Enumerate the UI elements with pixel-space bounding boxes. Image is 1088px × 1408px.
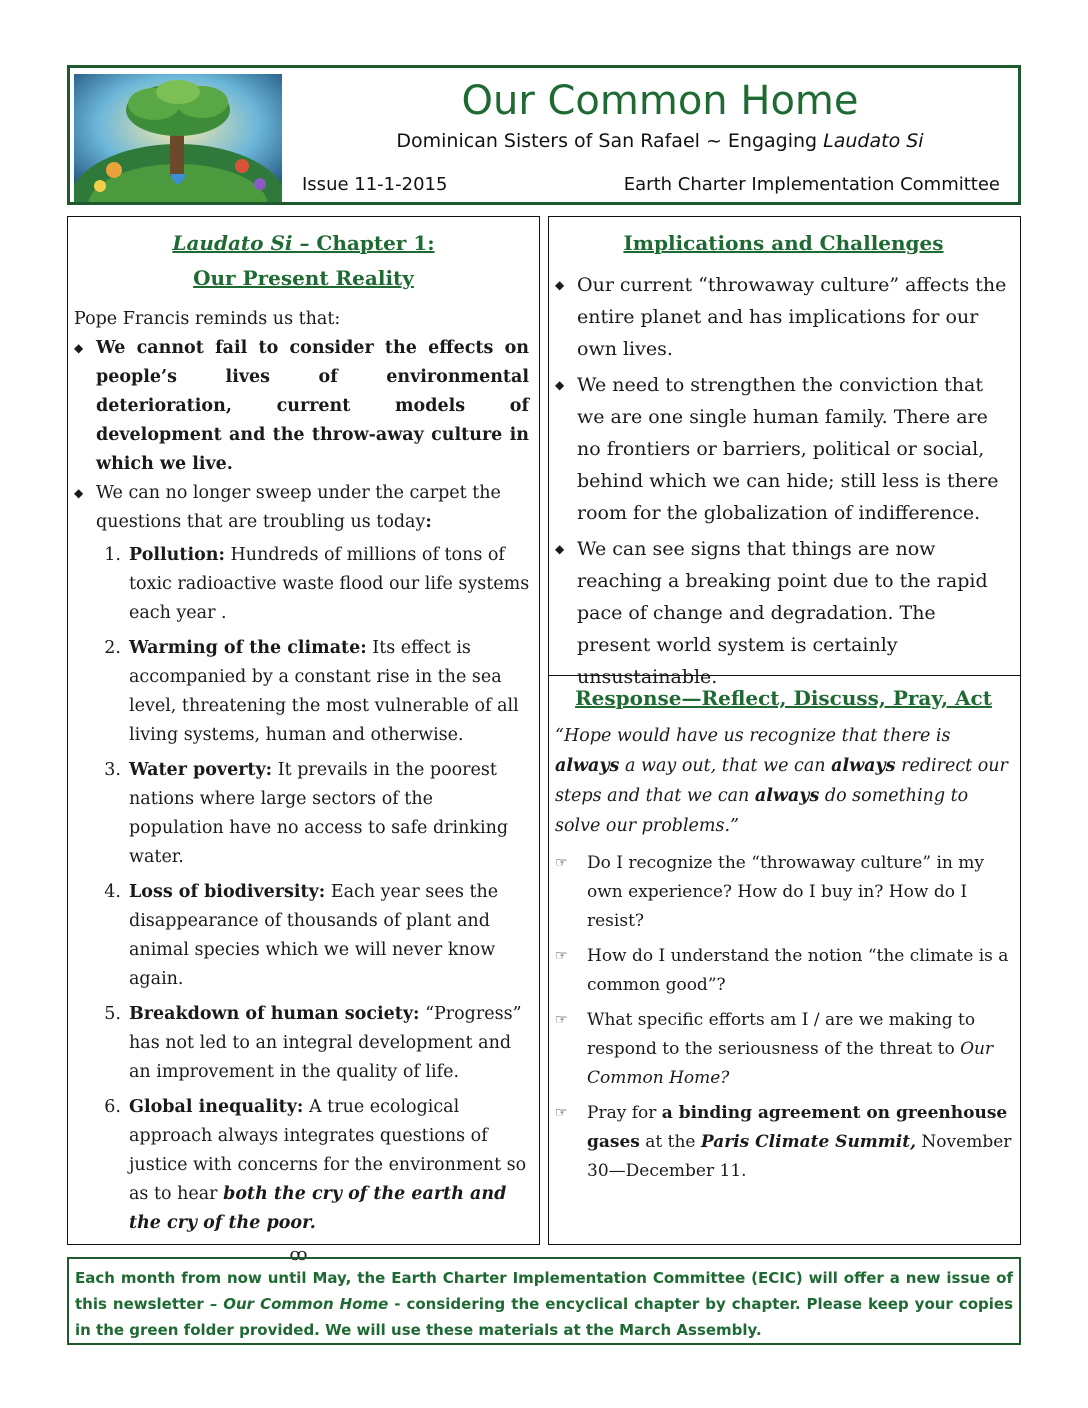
- diamond-icon: ◆: [74, 341, 84, 355]
- diamond-icon: ◆: [555, 278, 565, 292]
- diamond-icon: ◆: [74, 486, 84, 500]
- reflection-question: ☞ Pray for a binding agreement on greenhouse gases at the Paris Climate Summit, November 30—December 11.: [555, 1099, 1012, 1186]
- reflection-question: ☞ What specific efforts am I / are we making to respond to the seriousness of the threat to Our Common Home?: [555, 1006, 1012, 1093]
- reflection-question: ☞ Do I recognize the “throwaway culture” in my own experience? How do I buy in? How do I resist?: [555, 849, 1012, 936]
- issue-item: 6. Global inequality: A true ecological approach always integrates questions of justice with concerns for the environment so as to hear both the cry of the earth and the cry of the poor.: [104, 1097, 527, 1233]
- issue-item: 5. Breakdown of human society: “Progress” has not led to an integral development and an improvement in the quality of life.: [104, 1004, 522, 1082]
- issue-item: 3. Water poverty: It prevails in the poorest nations where large sectors of the population have no access to safe drinking water.: [104, 760, 509, 867]
- right-column: [548, 216, 1021, 1245]
- diamond-icon: ◆: [555, 542, 565, 556]
- pointing-hand-icon: ☞: [555, 1105, 568, 1121]
- list-item: ◆ We need to strengthen the conviction that we are one single human family. There are no frontiers or barriers, political or social, behind which we can hide; still less is there room for the globalization of indifference.: [555, 369, 1012, 529]
- issue-item: 1. Pollution: Hundreds of millions of tons of toxic radioactive waste flood our life systems each year .: [104, 545, 530, 623]
- chapter-heading: Laudato Si – Chapter 1:: [172, 231, 435, 255]
- diamond-icon: ◆: [555, 378, 565, 392]
- hope-quote: “Hope would have us recognize that there is always a way out, that we can always redirect our steps and that we can always do something to solve our problems.”: [555, 726, 1008, 836]
- implications-heading: Implications and Challenges: [623, 231, 944, 255]
- intro-text: Pope Francis reminds us that:: [74, 309, 341, 329]
- pointing-hand-icon: ☞: [555, 948, 568, 964]
- issue-date: Issue 11-1-2015: [302, 174, 448, 195]
- section-divider: [549, 675, 1020, 676]
- end-mark-icon: ꝏ: [289, 1244, 308, 1265]
- earth-tree-illustration: [74, 74, 282, 202]
- committee-name: Earth Charter Implementation Committee: [623, 174, 1000, 195]
- pointing-hand-icon: ☞: [555, 855, 568, 871]
- list-item: ◆ Our current “throwaway culture” affects the entire planet and has implications for our own lives.: [555, 269, 1012, 365]
- chapter-subheading: Our Present Reality: [193, 266, 414, 290]
- reflection-question: ☞ How do I understand the notion “the climate is a common good”?: [555, 942, 1012, 1000]
- issues-list: [74, 541, 533, 1238]
- left-column: [67, 216, 540, 1265]
- newsletter-subtitle: Dominican Sisters of San Rafael ~ Engaging Laudato Si: [396, 130, 924, 152]
- newsletter-title: Our Common Home: [461, 78, 859, 124]
- pointing-hand-icon: ☞: [555, 1012, 568, 1028]
- masthead: [67, 65, 1021, 205]
- issue-item: 2. Warming of the climate: Its effect is accompanied by a constant rise in the sea level, threatening the most vulnerable of all living systems, human and otherwise.: [104, 638, 519, 745]
- response-heading: Response—Reflect, Discuss, Pray, Act: [575, 686, 992, 710]
- list-item: ◆ We can see signs that things are now reaching a breaking point due to the rapid pace of change and degradation. The present world system is certainly unsustainable.: [555, 533, 1012, 693]
- list-item: ◆ We can no longer sweep under the carpet the questions that are troubling us today:: [74, 479, 533, 537]
- issue-item: 4. Loss of biodiversity: Each year sees the disappearance of thousands of plant and animal species which we will never know again.: [104, 882, 499, 989]
- list-item: ◆ We cannot fail to consider the effects on people’s lives of environmental deterioration, current models of development and the throw-away culture in which we live.: [74, 334, 533, 479]
- footer-note: Each month from now until May, the Earth Charter Implementation Committee (ECIC) will offer a new issue of this newsletter – Our Common Home - considering the encyclical chapter by chapter. Please keep your copies in the green folder provided. We will use these materials at the March Assembly.: [67, 1257, 1021, 1345]
